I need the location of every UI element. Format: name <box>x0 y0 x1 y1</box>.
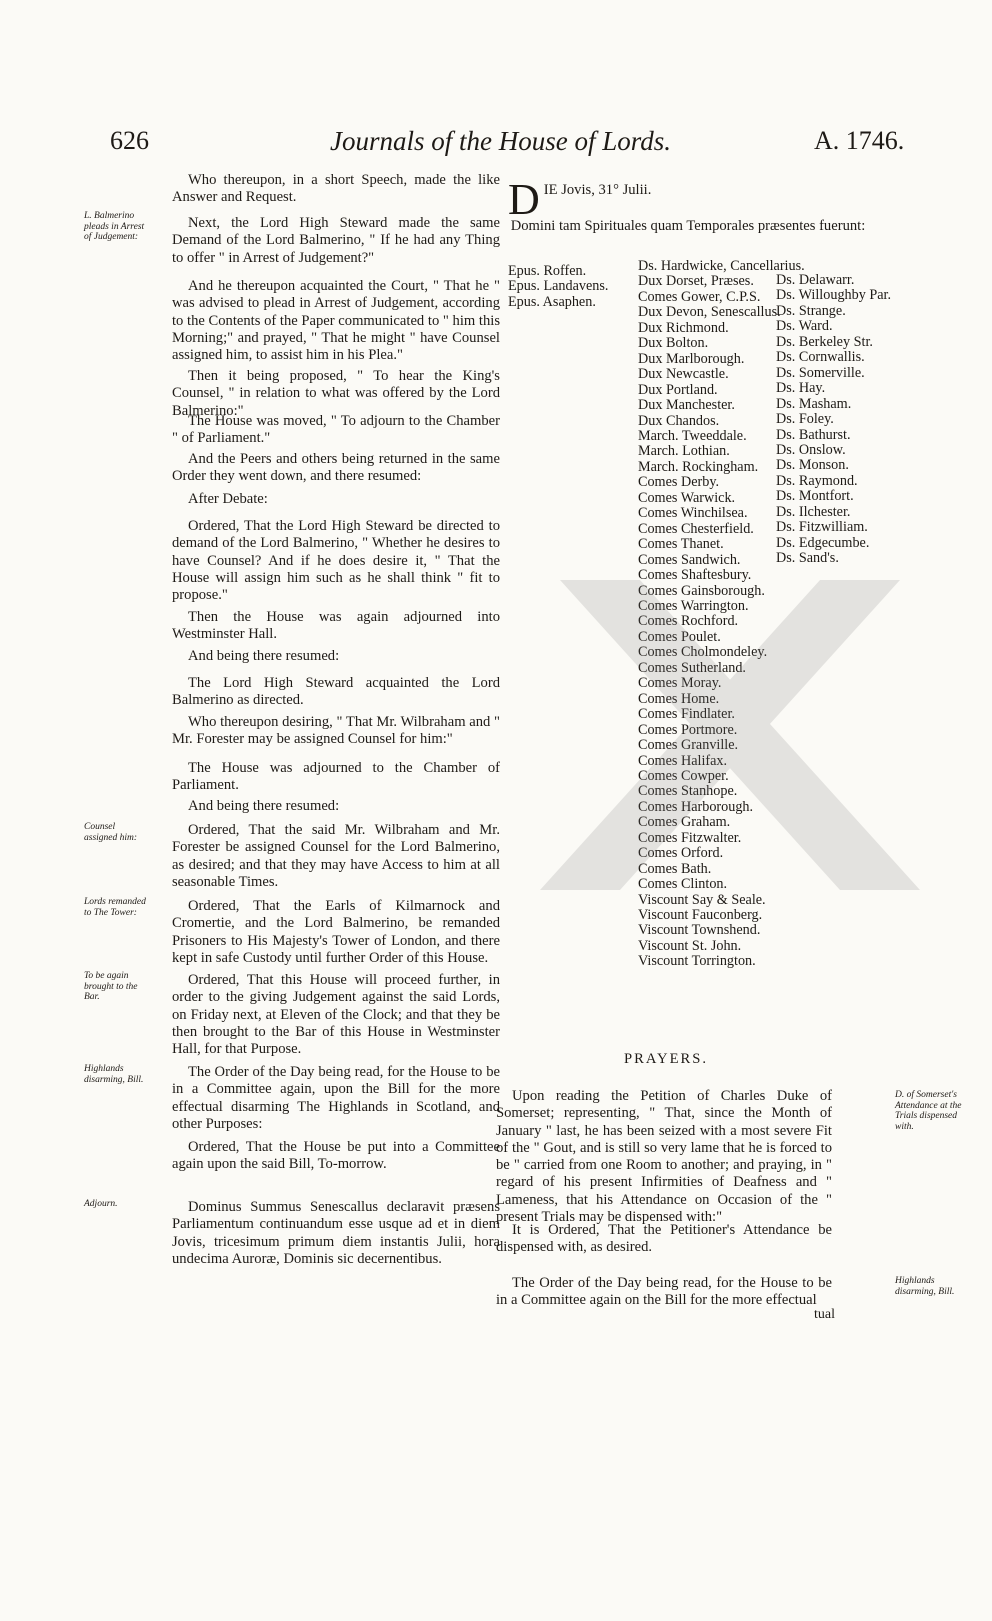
peer2-item-11: Ds. Bathurst. <box>776 426 851 443</box>
catchword: tual <box>814 1307 835 1322</box>
peer2-item-5: Ds. Berkeley Str. <box>776 333 873 350</box>
peer2-item-3: Ds. Strange. <box>776 302 846 319</box>
peer-item-12: March. Tweeddale. <box>638 427 747 444</box>
peer-item-27: Comes Sutherland. <box>638 659 746 676</box>
peer-item-23: Comes Warrington. <box>638 597 749 614</box>
peer2-item-7: Ds. Somerville. <box>776 364 865 381</box>
peer-item-45: Viscount St. John. <box>638 937 742 954</box>
peer-item-16: Comes Warwick. <box>638 489 736 506</box>
peer-item-2: Dux Dorset, Præses. <box>638 273 754 290</box>
peer-item-21: Comes Shaftesbury. <box>638 567 752 584</box>
peer2-item-17: Ds. Fitzwilliam. <box>776 519 868 536</box>
prayers-heading: PRAYERS. <box>624 1051 709 1067</box>
peer-item-29: Comes Home. <box>638 690 720 707</box>
peer-item-8: Dux Newcastle. <box>638 366 729 383</box>
peer2-item-18: Ds. Edgecumbe. <box>776 534 870 551</box>
bishop-item-3: Epus. Asaphen. <box>508 293 596 310</box>
peer-item-28: Comes Moray. <box>638 675 722 692</box>
peer-item-20: Comes Sandwich. <box>638 551 741 568</box>
left-paragraph-10: And being there resumed: <box>188 648 340 664</box>
margin-note-6: Adjourn. <box>84 1199 118 1209</box>
peer2-item-15: Ds. Montfort. <box>776 488 854 505</box>
peer-item-9: Dux Portland. <box>638 381 718 398</box>
margin-note-4: To be again brought to the Bar. <box>84 971 138 1002</box>
peer-item-22: Comes Gainsborough. <box>638 582 765 599</box>
margin-note-1: L. Balmerino pleads in Arrest of Judgement: <box>84 211 145 242</box>
peer-item-33: Comes Halifax. <box>638 752 728 769</box>
peer-item-26: Comes Cholmondeley. <box>638 644 768 661</box>
peer-item-32: Comes Granville. <box>638 737 739 754</box>
right-margin-note-2: Highlands disarming, Bill. <box>895 1276 955 1297</box>
peer-item-4: Dux Devon, Senescallus. <box>638 304 781 321</box>
date-heading <box>508 175 652 224</box>
right-paragraph-2: It is Ordered, That the Petitioner's Attendance be dispensed with, as desired. <box>496 1222 832 1256</box>
left-paragraph-12: Who thereupon desiring, " That Mr. Wilbraham and " Mr. Forester may be assigned Counsel for him:" <box>172 714 500 748</box>
date-text: IE Jovis, 31° Julii. <box>543 182 652 198</box>
peer-item-37: Comes Graham. <box>638 814 731 831</box>
peer2-item-14: Ds. Raymond. <box>776 472 858 489</box>
left-paragraph-17: Ordered, That this House will proceed further, in order to the giving Judgement against the said Lords, on Friday next, at Eleven of the Clock; and that they be then brought to the Bar of this House in Westminster Hall, for that Purpose. <box>172 972 500 1058</box>
peer-item-1: Ds. Hardwicke, Cancellarius. <box>638 258 805 274</box>
peer-item-17: Comes Winchilsea. <box>638 505 748 522</box>
peer2-item-16: Ds. Ilchester. <box>776 503 851 520</box>
peer-item-30: Comes Findlater. <box>638 706 735 723</box>
peer-item-41: Comes Clinton. <box>638 876 728 893</box>
peer-item-35: Comes Stanhope. <box>638 783 738 800</box>
right-paragraph-1: Upon reading the Petition of Charles Duke of Somerset; representing, " That, since the Month of January " last, he has been seized with a most severe Fit of the " Gout, and is still so very lame that he is forced to be " carried from one Room to another; and praying, in " regard of his present Infirmities of Deafness and " Lameness, that his Attendance on Occasion of the " present Trials may be dispensed with:" <box>496 1088 832 1226</box>
left-paragraph-11: The Lord High Steward acquainted the Lord Balmerino as directed. <box>172 675 500 709</box>
peer-item-11: Dux Chandos. <box>638 412 720 429</box>
left-paragraph-19: Ordered, That the House be put into a Committee again upon the said Bill, To-morrow. <box>172 1139 500 1173</box>
left-paragraph-7: After Debate: <box>188 491 268 507</box>
peer2-item-6: Ds. Cornwallis. <box>776 349 865 366</box>
left-paragraph-9: Then the House was again adjourned into Westminster Hall. <box>172 609 500 643</box>
margin-note-5: Highlands disarming, Bill. <box>84 1064 144 1085</box>
peer2-item-19: Ds. Sand's. <box>776 550 839 567</box>
left-paragraph-5: The House was moved, " To adjourn to the Chamber " of Parliament." <box>172 413 500 447</box>
drop-cap: D <box>508 175 540 224</box>
peer-item-36: Comes Harborough. <box>638 798 754 815</box>
journal-title: Journals of the House of Lords. <box>330 126 672 156</box>
peer-item-15: Comes Derby. <box>638 474 720 491</box>
left-paragraph-3: And he thereupon acquainted the Court, " That he " was advised to plead in Arrest of Judgement, according to the Contents of the Paper communicated to " him this Morning;" and prayed, " That he might " have Counsel assigned him, to assist him in his Plea." <box>172 278 500 364</box>
left-paragraph-6: And the Peers and others being returned in the same Order they went down, and there resumed: <box>172 451 500 485</box>
peer-item-42: Viscount Say & Seale. <box>638 891 766 908</box>
peer2-item-13: Ds. Monson. <box>776 457 849 474</box>
left-paragraph-4: Then it being proposed, " To hear the King's Counsel, " in relation to what was offered by the Lord Balmerino:" <box>172 368 500 419</box>
peer-item-3: Comes Gower, C.P.S. <box>638 288 761 305</box>
peer-item-31: Comes Portmore. <box>638 721 738 738</box>
peer2-item-10: Ds. Foley. <box>776 411 834 428</box>
left-paragraph-15: Ordered, That the said Mr. Wilbraham and Mr. Forester be assigned Counsel for the Lord Balmerino, as desired; and that they may have Access to him at all seasonable Times. <box>172 822 500 890</box>
peer2-item-9: Ds. Masham. <box>776 395 852 412</box>
right-margin-note-1: D. of Somerset's Attendance at the Trials dispensed with. <box>895 1090 962 1132</box>
page-year: A. 1746. <box>814 126 905 155</box>
peer-item-13: March. Lothian. <box>638 443 730 460</box>
peer-item-10: Dux Manchester. <box>638 397 735 414</box>
left-paragraph-8: Ordered, That the Lord High Steward be directed to demand of the Lord Balmerino, " Whether he desires to have Counsel? And if he does desire it, " That the House will assign him such as he shall think " fit to propose." <box>172 518 500 604</box>
peer-item-25: Comes Poulet. <box>638 628 721 645</box>
bishop-item-1: Epus. Roffen. <box>508 263 587 279</box>
peer-item-39: Comes Orford. <box>638 845 724 862</box>
peer-item-44: Viscount Townshend. <box>638 922 761 939</box>
peer-item-7: Dux Marlborough. <box>638 350 745 367</box>
peer2-item-12: Ds. Onslow. <box>776 441 846 458</box>
peer2-item-8: Ds. Hay. <box>776 380 826 397</box>
peer-item-5: Dux Richmond. <box>638 319 729 336</box>
left-paragraph-14: And being there resumed: <box>188 798 340 814</box>
peer-item-19: Comes Thanet. <box>638 536 724 553</box>
margin-note-2: Counsel assigned him: <box>84 822 138 843</box>
left-paragraph-13: The House was adjourned to the Chamber of Parliament. <box>172 760 500 794</box>
left-paragraph-2: Next, the Lord High Steward made the same Demand of the Lord Balmerino, " If he had any Thing to offer " in Arrest of Judgement?" <box>172 215 500 266</box>
peer-item-46: Viscount Torrington. <box>638 953 756 970</box>
right-paragraph-3: The Order of the Day being read, for the House to be in a Committee again on the Bill for the more effectual <box>496 1275 832 1309</box>
peer-item-34: Comes Cowper. <box>638 767 729 784</box>
peer2-item-4: Ds. Ward. <box>776 318 833 335</box>
page-number: 626 <box>110 126 149 155</box>
peers-list-2 <box>776 273 891 567</box>
left-paragraph-1: Who thereupon, in a short Speech, made the like Answer and Request. <box>172 172 500 206</box>
left-paragraph-18: The Order of the Day being read, for the House to be in a Committee again, upon the Bill for the more effectual disarming The Highlands in Scotland, and other Purposes: <box>172 1064 500 1132</box>
bishop-item-2: Epus. Landavens. <box>508 278 609 295</box>
peer-item-40: Comes Bath. <box>638 860 712 877</box>
left-paragraph-16: Ordered, That the Earls of Kilmarnock and Cromertie, and the Lord Balmerino, be remanded Prisoners to His Majesty's Tower of London, and there kept in safe Custody until further Order of this House. <box>172 898 500 966</box>
peer-item-14: March. Rockingham. <box>638 458 759 475</box>
present-heading: Domini tam Spirituales quam Temporales præsentes fuerunt: <box>510 218 866 234</box>
peer2-item-1: Ds. Delawarr. <box>776 272 855 288</box>
peer-item-38: Comes Fitzwalter. <box>638 829 742 846</box>
peer-item-24: Comes Rochford. <box>638 613 739 630</box>
bishops-list <box>508 264 608 310</box>
left-paragraph-20: Dominus Summus Senescallus declaravit præsens Parliamentum continuandum esse usque ad et in diem Jovis, tricesimum primum diem instantis Julii, hora undecima Auroræ, Dominis sic decernentibus. <box>172 1199 500 1267</box>
peer-item-43: Viscount Fauconberg. <box>638 907 763 924</box>
margin-note-3: Lords remanded to The Tower: <box>84 897 146 918</box>
peer-item-6: Dux Bolton. <box>638 335 709 352</box>
peer2-item-2: Ds. Willoughby Par. <box>776 287 892 304</box>
peer-item-18: Comes Chesterfield. <box>638 520 754 537</box>
